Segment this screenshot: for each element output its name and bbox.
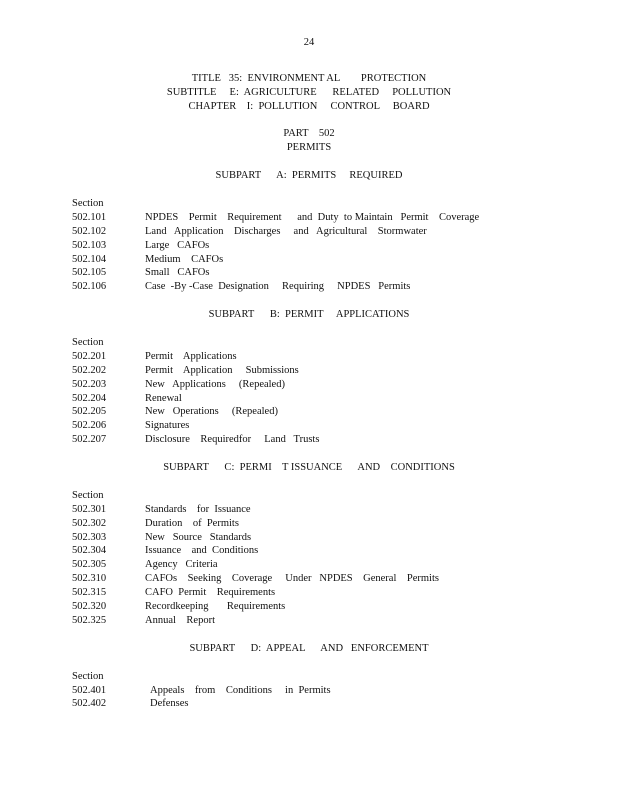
section-title: New Operations (Repealed) bbox=[145, 406, 278, 417]
section-title: Renewal bbox=[145, 393, 182, 404]
page-number: 24 bbox=[303, 37, 315, 48]
section-number: 502.106 bbox=[72, 281, 107, 292]
section-title: Medium CAFOs bbox=[145, 254, 224, 265]
section-number: 502.103 bbox=[72, 240, 107, 251]
section-number: 502.315 bbox=[72, 587, 107, 598]
part-label: PART 502 bbox=[283, 128, 335, 139]
section-number: 502.201 bbox=[72, 351, 107, 362]
section-number: 502.402 bbox=[72, 698, 107, 709]
section-number: 502.101 bbox=[72, 212, 107, 223]
section-number: 502.304 bbox=[72, 545, 107, 556]
section-title: Agency Criteria bbox=[145, 559, 218, 570]
section-label: Section bbox=[72, 198, 104, 209]
subpart-b-heading: SUBPART B: PERMIT APPLICATIONS bbox=[208, 309, 410, 320]
section-title: Large CAFOs bbox=[145, 240, 210, 251]
section-number: 502.401 bbox=[72, 685, 107, 696]
part-name: PERMITS bbox=[286, 142, 332, 153]
section-title: Issuance and Conditions bbox=[145, 545, 259, 556]
section-title: Case -By -Case Designation Requiring NPDES Permits bbox=[145, 281, 411, 292]
subpart-d-heading: SUBPART D: APPEAL AND ENFORCEMENT bbox=[189, 643, 429, 654]
section-label: Section bbox=[72, 337, 104, 348]
section-title: Appeals from Conditions in Permits bbox=[150, 685, 331, 696]
section-number: 502.104 bbox=[72, 254, 107, 265]
section-title: Land Application Discharges and Agricultural Stormwater bbox=[145, 226, 427, 237]
section-title: Duration of Permits bbox=[145, 518, 239, 529]
section-number: 502.320 bbox=[72, 601, 107, 612]
section-title: Defenses bbox=[150, 698, 189, 709]
section-number: 502.105 bbox=[72, 267, 107, 278]
section-number: 502.303 bbox=[72, 532, 107, 543]
section-number: 502.207 bbox=[72, 434, 107, 445]
subpart-c-heading: SUBPART C: PERMI T ISSUANCE AND CONDITIONS bbox=[163, 462, 455, 473]
section-number: 502.204 bbox=[72, 393, 107, 404]
section-title: Annual Report bbox=[145, 615, 215, 626]
section-number: 502.325 bbox=[72, 615, 107, 626]
section-title: New Source Standards bbox=[145, 532, 252, 543]
section-number: 502.310 bbox=[72, 573, 107, 584]
section-title: Standards for Issuance bbox=[145, 504, 251, 515]
section-number: 502.206 bbox=[72, 420, 107, 431]
section-number: 502.203 bbox=[72, 379, 107, 390]
section-number: 502.305 bbox=[72, 559, 107, 570]
section-title: NPDES Permit Requirement and Duty to Maintain Permit Coverage bbox=[145, 212, 480, 223]
section-title: Disclosure Requiredfor Land Trusts bbox=[145, 434, 320, 445]
subpart-a-heading: SUBPART A: PERMITS REQUIRED bbox=[215, 170, 403, 181]
section-number: 502.302 bbox=[72, 518, 107, 529]
section-title: Recordkeeping Requirements bbox=[145, 601, 286, 612]
section-number: 502.102 bbox=[72, 226, 107, 237]
section-title: CAFOs Seeking Coverage Under NPDES General Permits bbox=[145, 573, 439, 584]
section-number: 502.202 bbox=[72, 365, 107, 376]
section-title: Permit Applications bbox=[145, 351, 237, 362]
title-line: TITLE 35: ENVIRONMENT AL PROTECTION bbox=[191, 73, 427, 84]
section-label: Section bbox=[72, 671, 104, 682]
section-title: CAFO Permit Requirements bbox=[145, 587, 276, 598]
section-number: 502.205 bbox=[72, 406, 107, 417]
section-title: Small CAFOs bbox=[145, 267, 210, 278]
section-title: New Applications (Repealed) bbox=[145, 379, 285, 390]
section-number: 502.301 bbox=[72, 504, 107, 515]
subtitle-line: SUBTITLE E: AGRICULTURE RELATED POLLUTION bbox=[166, 87, 452, 98]
section-title: Permit Application Submissions bbox=[145, 365, 299, 376]
chapter-line: CHAPTER I: POLLUTION CONTROL BOARD bbox=[188, 101, 430, 112]
section-label: Section bbox=[72, 490, 104, 501]
section-title: Signatures bbox=[145, 420, 190, 431]
